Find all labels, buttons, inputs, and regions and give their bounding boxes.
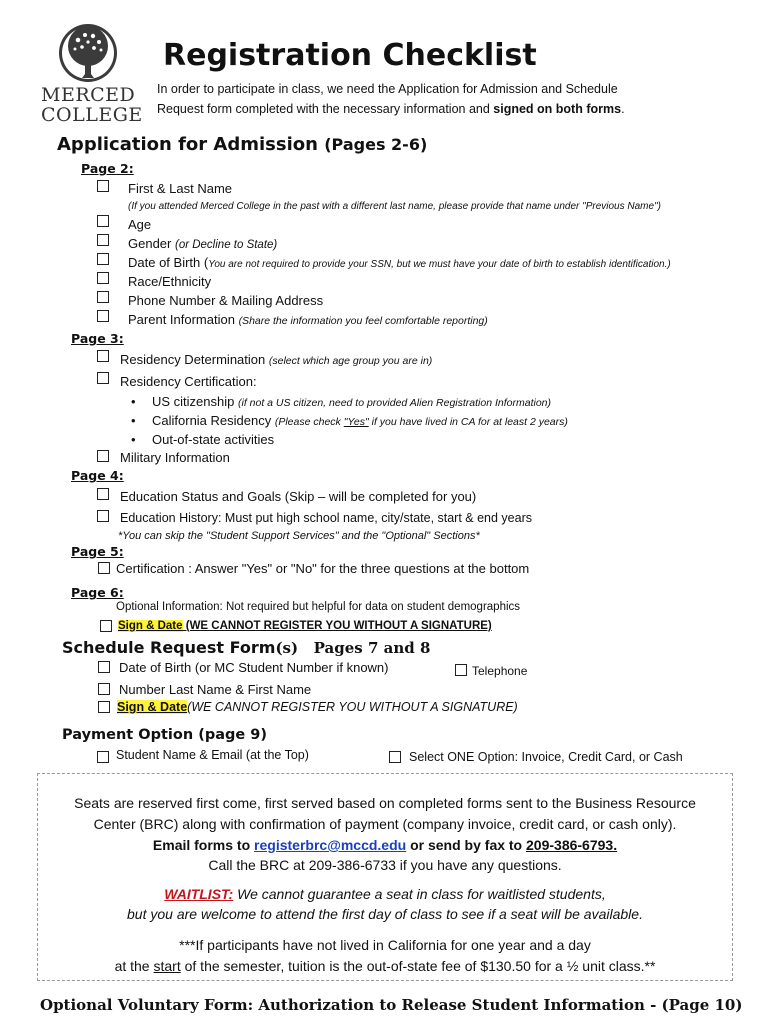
item-residency-determination: Residency Determination (select which age group you are in) [120,352,433,367]
item-age: Age [128,217,152,232]
checkbox-race[interactable] [97,272,109,284]
intro-line2: Request form completed with the necessary information and signed on both forms. [157,102,625,116]
item-phone: Phone Number & Mailing Address [128,293,324,308]
checkbox-sign-date-admission[interactable] [100,620,112,632]
page5-label: Page 5: [71,544,124,559]
logo-text-college: COLLEGE [41,104,143,126]
checkbox-schedule-name[interactable] [98,683,110,695]
item-gender: Gender (or Decline to State) [128,236,278,251]
checkbox-student-name-email[interactable] [97,751,109,763]
page3-label: Page 3: [71,331,124,346]
page6-label: Page 6: [71,585,124,600]
checkbox-phone[interactable] [97,291,109,303]
notice-line1: Seats are reserved first come, first served based on completed forms sent to the Business Resource [74,795,696,811]
item-dob: Date of Birth (You are not required to provide your SSN, but we must have your date of birth to establish identification.) [128,255,671,270]
bullet-us-citizenship: • US citizenship (if not a US citizen, need to provided Alien Registration Information) [131,394,552,409]
checkbox-sign-date-schedule[interactable] [98,701,110,713]
page2-label: Page 2: [81,161,134,176]
item-sign-date-schedule: Sign & Date(WE CANNOT REGISTER YOU WITHOUT A SIGNATURE) [117,700,518,714]
page4-label: Page 4: [71,468,124,483]
checkbox-residency-determination[interactable] [97,350,109,362]
notice-line2: Center (BRC) along with confirmation of payment (company invoice, credit card, or cash only). [93,816,677,832]
item-first-last: First & Last Name [128,181,233,196]
bullet-out-of-state: • Out-of-state activities [131,432,275,447]
notice-call: Call the BRC at 209-386-6733 if you have any questions. [208,857,562,873]
checkbox-first-last[interactable] [97,180,109,192]
checkbox-certification[interactable] [98,562,110,574]
page-title: Registration Checklist [163,38,537,73]
item-schedule-dob: Date of Birth (or MC Student Number if known) [119,660,389,675]
checkbox-age[interactable] [97,215,109,227]
notice-email: Email forms to registerbrc@mccd.edu or send by fax to 209-386-6793. [152,837,618,853]
note-first-last: (If you attended Merced College in the past with a different last name, please provide that name under "Previous Name") [128,201,661,212]
item-education-status: Education Status and Goals (Skip – will be completed for you) [120,489,477,504]
item-military: Military Information [120,450,230,465]
notice-waitlist-2: but you are welcome to attend the first day of class to see if a seat will be available. [127,906,643,922]
email-link[interactable]: registerbrc@mccd.edu [254,837,407,853]
notice-ca-line1: ***If participants have not lived in California for one year and a day [179,937,591,953]
checkbox-dob[interactable] [97,253,109,265]
item-telephone: Telephone [472,664,528,678]
item-student-name-email: Student Name & Email (at the Top) [116,748,309,762]
item-optional-info: Optional Information: Not required but helpful for data on student demographics [116,601,521,613]
admission-heading: Application for Admission (Pages 2-6) [57,134,428,155]
item-parent: Parent Information (Share the information you feel comfortable reporting) [128,312,488,327]
item-payment-option: Select ONE Option: Invoice, Credit Card, or Cash [409,750,683,764]
notice-waitlist: WAITLIST: We cannot guarantee a seat in class for waitlisted students, [164,886,606,902]
tree-logo-icon [38,22,138,84]
bullet-california-residency: • California Residency (Please check "Yes" if you have lived in CA for at least 2 years) [131,413,568,428]
checkbox-schedule-dob[interactable] [98,661,110,673]
checkbox-gender[interactable] [97,234,109,246]
schedule-heading: Schedule Request Form(s) Pages 7 and 8 [62,638,431,657]
checkbox-education-status[interactable] [97,488,109,500]
item-certification: Certification : Answer "Yes" or "No" for the three questions at the bottom [116,561,530,576]
item-education-history: Education History: Must put high school name, city/state, start & end years [120,511,532,525]
checkbox-military[interactable] [97,450,109,462]
checkbox-education-history[interactable] [97,510,109,522]
checkbox-residency-certification[interactable] [97,372,109,384]
payment-heading: Payment Option (page 9) [62,727,267,743]
notice-ca-line2: at the start of the semester, tuition is the out-of-state fee of $130.50 for a ½ unit class.** [114,958,656,974]
checkbox-parent[interactable] [97,310,109,322]
logo [38,22,143,126]
intro-line1: In order to participate in class, we need the Application for Admission and Schedule [157,82,618,96]
item-residency-certification: Residency Certification: [120,374,257,389]
note-skip-sections: *You can skip the "Student Support Services" and the "Optional" Sections* [118,530,480,542]
logo-text-merced: MERCED [41,84,136,106]
checkbox-payment-option[interactable] [389,751,401,763]
item-schedule-name: Number Last Name & First Name [119,682,312,697]
checkbox-telephone[interactable] [455,664,467,676]
item-sign-date-admission: Sign & Date (WE CANNOT REGISTER YOU WITHOUT A SIGNATURE) [118,620,492,632]
footer-optional-form: Optional Voluntary Form: Authorization to Release Student Information - (Page 10) [40,996,743,1014]
item-race: Race/Ethnicity [128,274,212,289]
